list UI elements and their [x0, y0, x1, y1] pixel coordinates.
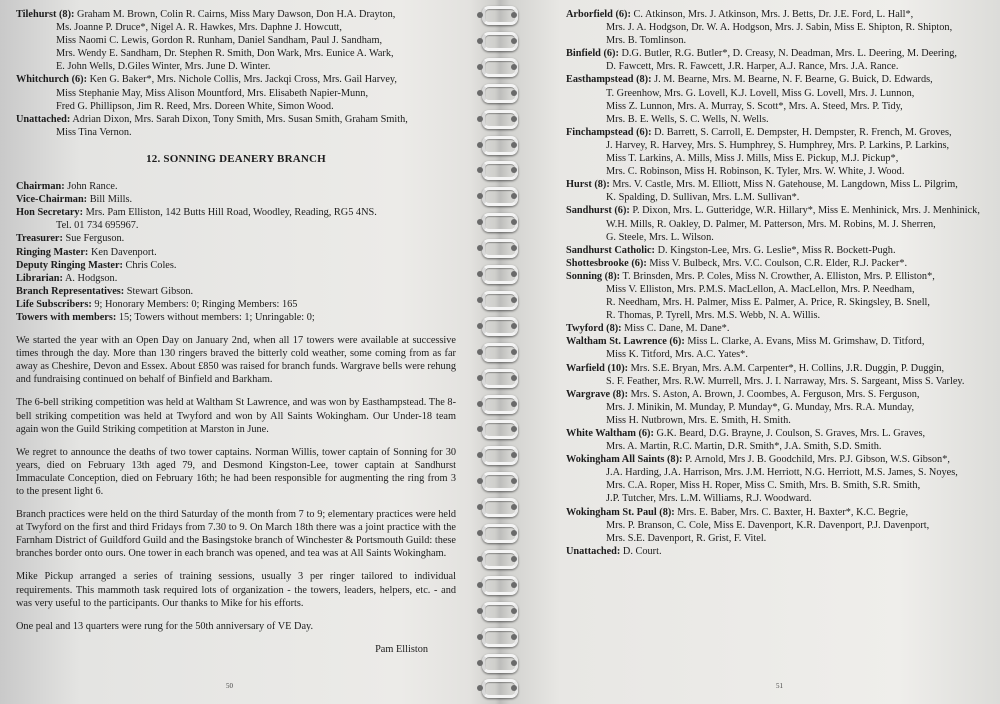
tower-members: C. Atkinson, Mrs. J. Atkinson, Mrs. J. Betts, Dr. J.E. Ford, L. Hall*,: [633, 9, 914, 20]
entry-continuation-line: R. Thomas, P. Tyrell, Mrs. M.S. Webb, N. A. Willis.: [606, 310, 821, 322]
tower-name: White Waltham (6):: [566, 428, 654, 439]
entry-continuation-line: Miss K. Titford, Mrs. A.C. Yates*.: [606, 349, 748, 361]
entry-continuation-line: Miss V. Elliston, Mrs. P.M.S. MacLellon, A. MacLellon, Mrs. P. Needham,: [606, 283, 915, 295]
spiral-binding: [476, 0, 518, 704]
tower-members: D.G. Butler, R.G. Butler*, D. Creasy, N. Deadman, Mrs. L. Deering, M. Deering,: [621, 48, 958, 60]
entry-continuation-line: Mrs. Wendy E. Sandham, Dr. Stephen R. Smith, Don Wark, Mrs. Eunice A. Wark,: [56, 48, 394, 60]
officer-label: Librarian:: [16, 272, 63, 284]
entry-first-line: [566, 270, 991, 283]
officer-value: Ken Davenport.: [90, 246, 157, 258]
entry-first-line: [16, 8, 456, 21]
entry-first-line: [566, 257, 991, 270]
officer-value: Sue Ferguson.: [65, 233, 125, 245]
binding-hole: [477, 634, 483, 640]
tower-members: Mrs. S.E. Bryan, Mrs. A.M. Carpenter*, H. Collins, J.R. Duggin, P. Duggin,: [630, 362, 945, 374]
tower-members: J. M. Bearne, Mrs. M. Bearne, N. F. Bearne, G. Buick, D. Edwards,: [654, 74, 933, 86]
entry-continuation-line: Mrs. J. Minikin, M. Munday, P. Munday*, G. Munday, Mrs. R.A. Munday,: [606, 401, 915, 413]
entry-continuation-line: E. John Wells, D.Giles Winter, Mrs. June D. Winter.: [56, 61, 271, 73]
tower-entry: [566, 257, 991, 270]
binding-hole: [477, 271, 483, 277]
officer-row: [16, 272, 456, 285]
officer-row: [16, 285, 456, 298]
officer-row: [16, 232, 456, 245]
tower-entry: [566, 73, 991, 125]
entry-first-line: [16, 73, 456, 86]
tower-members: T. Brinsden, Mrs. P. Coles, Miss N. Crowther, A. Elliston, Mrs. P. Elliston*,: [622, 270, 935, 282]
signature: Pam Elliston: [375, 643, 428, 655]
tower-members: Miss L. Clarke, A. Evans, Miss M. Grimshaw, D. Titford,: [687, 336, 925, 348]
report-paragraph: Mike Pickup arranged a series of training sessions, usually 3 per ringer tailored to individual requirements. This mammoth task required lots of organization - the towers, leaders, helpers, etc. - and was very useful to the participants. Our thanks to Mike for his efforts.: [16, 571, 456, 609]
binding-hole: [477, 608, 483, 614]
entry-first-line: [566, 204, 991, 217]
tower-name: Sandhurst (6):: [566, 205, 630, 217]
binding-hole: [477, 323, 483, 329]
officer-label: Hon Secretary:: [16, 207, 84, 219]
entry-continuation-line: Ms. Joanne P. Druce*, Nigel A. R. Hawkes, Mrs. Daphne J. Howcutt,: [56, 22, 342, 34]
entry-continuation-line: Mrs. C.A. Roper, Miss H. Roper, Miss C. Smith, Mrs. B. Smith, S.R. Smith,: [606, 480, 921, 492]
tower-members: P. Arnold, Mrs J. B. Goodchild, Mrs. P.J. Gibson, W.S. Gibson*,: [685, 454, 950, 466]
entry-continuation-line: Mrs. P. Branson, C. Cole, Miss E. Davenport, K.R. Davenport, P.J. Davenport,: [606, 519, 930, 531]
tower-entry: [566, 244, 991, 257]
entry-continuation-line: Mrs. C. Robinson, Miss H. Robinson, K. Tyler, Mrs. W. White, J. Wood.: [606, 166, 905, 178]
entry-continuation-line: G. Steele, Mrs. L. Wilson.: [606, 231, 714, 243]
entry-continuation-line: R. Needham, Mrs. H. Palmer, Miss E. Palmer, A. Price, R. Skingsley, B. Snell,: [606, 297, 930, 309]
tower-members: Ken G. Baker*, Mrs. Nichole Collis, Mrs. Jackqi Cross, Mrs. Gail Harvey,: [89, 74, 397, 86]
tower-name: Twyford (8):: [566, 323, 622, 335]
officer-row: [16, 259, 456, 272]
binding-hole: [477, 375, 483, 381]
tower-entry: [566, 335, 991, 361]
page-number: 51: [776, 682, 783, 690]
officer-value: A. Hodgson.: [64, 272, 118, 284]
binding-hole: [477, 349, 483, 355]
report-paragraph: We started the year with an Open Day on January 2nd, when all 17 towers were available at successive times through the day. More than 130 ringers braved the bitterly cold weather, some coming from as far away as Cheshire, Devon and Essex. About £850 was raised for branch funds. Wargrave bells were rehung and fundraising continued on behalf of Binfield and Barkham.: [16, 335, 456, 386]
entry-continuation-line: Miss H. Nutbrown, Mrs. E. Smith, H. Smith.: [606, 414, 791, 426]
tower-entry: [566, 126, 991, 178]
entry-continuation-line: K. Spalding, D. Sullivan, Mrs. L.M. Sullivan*.: [606, 192, 800, 204]
tower-name: Unattached:: [566, 545, 621, 557]
binding-hole: [477, 38, 483, 44]
tower-members: Mrs. E. Baber, Mrs. C. Baxter, H. Baxter*, K.C. Begrie,: [677, 506, 909, 518]
entry-continuation-line: D. Fawcett, Mrs. R. Fawcett, J.R. Harper, A.J. Rance, Mrs. J.A. Rance.: [606, 61, 899, 73]
entry-first-line: [566, 453, 991, 466]
tower-name: Arborfield (6):: [566, 9, 631, 20]
entry-first-line: [566, 362, 991, 375]
binding-hole: [477, 297, 483, 303]
right-page: [514, 0, 1000, 704]
binding-hole: [477, 556, 483, 562]
officers-list: [16, 180, 456, 324]
entry-continuation-line: W.H. Mills, R. Oakley, D. Palmer, M. Patterson, Mrs. M. Robins, M. J. Sherren,: [606, 218, 936, 230]
entry-first-line: [566, 322, 991, 335]
officer-value: 15; Towers without members: 1; Unringable: 0;: [118, 311, 315, 323]
officer-row: [16, 219, 456, 232]
officer-row: [16, 180, 456, 193]
tower-members: D. Court.: [622, 545, 662, 557]
left-page-content: [16, 8, 456, 656]
entry-continuation-line: Mrs. S.E. Davenport, R. Grist, F. Vitel.: [606, 532, 767, 544]
tower-name: Wokingham All Saints (8):: [566, 454, 683, 466]
entry-continuation-line: Miss T. Larkins, A. Mills, Miss J. Mills, Miss E. Pickup, M.J. Pickup*,: [606, 153, 899, 165]
officer-label: Chairman:: [16, 181, 65, 193]
binding-hole: [477, 582, 483, 588]
tower-entry: [566, 453, 991, 505]
entry-continuation-line: Miss Naomi C. Lewis, Gordon R. Runham, Daniel Sandham, Paul J. Sandham,: [56, 35, 383, 47]
tower-members: D. Barrett, S. Carroll, E. Dempster, H. Dempster, R. French, M. Groves,: [654, 126, 952, 138]
tower-entry: [566, 8, 991, 47]
entry-continuation-line: T. Greenhow, Mrs. G. Lovell, K.J. Lovell, Miss G. Lovell, Mrs. J. Lunnon,: [606, 87, 915, 99]
entry-continuation-line: Mrs. B. E. Wells, S. C. Wells, N. Wells.: [606, 113, 769, 125]
tower-name: Whitchurch (6):: [16, 74, 88, 86]
entry-first-line: [566, 73, 991, 86]
tower-entry: [566, 506, 991, 545]
report-paragraph: Branch practices were held on the third Saturday of the month from 7 to 9; elementary practices were held at Twyford on the first and third Fridays from 7.30 to 9. On March 18th there was a joint practice with the Farnham District of Guildford Guild and the Basingstoke branch of Winchester & Portsmouth Guild: these branches border onto ours. One tower in each branch was opened, and tea was at All Saints Wokingham.: [16, 509, 456, 560]
tower-name: Wokingham St. Paul (8):: [566, 506, 675, 518]
officer-value: Mrs. Pam Elliston, 142 Butts Hill Road, Woodley, Reading, RG5 4NS.: [85, 207, 377, 219]
tower-entry: [566, 427, 991, 453]
tower-name: Binfield (6):: [566, 48, 619, 60]
binding-hole: [477, 401, 483, 407]
tower-member-list: [566, 8, 991, 558]
officer-value: Bill Mills.: [89, 194, 133, 206]
tower-name: Warfield (10):: [566, 362, 629, 374]
tower-entry: [566, 204, 991, 243]
entry-continuation-line: S. F. Feather, Mrs. R.W. Murrell, Mrs. J. I. Narraway, Mrs. S. Sargeant, Miss S. Varley.: [606, 375, 965, 387]
tower-entry: [566, 362, 991, 388]
tower-entry: [566, 545, 991, 558]
entry-first-line: [566, 126, 991, 139]
entry-continuation-line: Mrs. A. Martin, R.C. Martin, D.R. Smith*, J.A. Smith, S.D. Smith.: [606, 441, 882, 453]
tower-name: Wargrave (8):: [566, 388, 629, 400]
entry-continuation-line: Miss Tina Vernon.: [56, 126, 132, 138]
entry-continuation-line: Mrs. B. Tomlinson.: [606, 35, 687, 47]
entry-first-line: [566, 545, 991, 558]
entry-continuation-line: Miss Stephanie May, Miss Alison Mountford, Mrs. Elisabeth Napier-Munn,: [56, 87, 369, 99]
tower-entry: [566, 322, 991, 335]
report-paragraph: The 6-bell striking competition was held at Waltham St Lawrence, and was won by Easthampstead. The 8-bell striking competition was held at Twyford and won by All Saints Wokingham. Our Under-18 team again won the Guild Striking competition at Marston in June.: [16, 397, 456, 435]
tower-entry: [566, 388, 991, 427]
tower-name: Hurst (8):: [566, 179, 610, 191]
tower-entry: [566, 178, 991, 204]
officer-value: 9; Honorary Members: 0; Ringing Members: 165: [94, 298, 298, 310]
tower-name: Tilehurst (8):: [16, 9, 75, 20]
entry-first-line: [566, 47, 991, 60]
entry-continuation-line: J. Harvey, R. Harvey, Mrs. S. Humphrey, S. Humphrey, Mrs. P. Larkins, P. Larkins,: [606, 139, 950, 151]
officer-value: Stewart Gibson.: [126, 285, 194, 297]
officer-value: Tel. 01 734 695967.: [56, 220, 139, 232]
entry-first-line: [566, 335, 991, 348]
officer-row: [16, 311, 456, 324]
tower-entry: [16, 73, 456, 112]
report-paragraph: One peal and 13 quarters were rung for the 50th anniversary of VE Day.: [16, 620, 314, 632]
left-page: [0, 0, 478, 704]
tower-members: Mrs. S. Aston, A. Brown, J. Coombes, A. Ferguson, Mrs. S. Ferguson,: [630, 388, 920, 400]
entry-first-line: [566, 8, 991, 21]
entry-continuation-line: Fred G. Phillipson, Jim R. Reed, Mrs. Doreen White, Simon Wood.: [56, 100, 334, 112]
tower-members: Mrs. V. Castle, Mrs. M. Elliott, Miss N. Gatehouse, M. Langdown, Miss L. Pilgrim,: [612, 179, 958, 191]
officer-label: Branch Representatives:: [16, 285, 125, 297]
entry-first-line: [16, 113, 456, 126]
tower-name: Unattached:: [16, 113, 71, 125]
binding-hole: [477, 116, 483, 122]
tower-entry: [566, 47, 991, 73]
binding-hole: [477, 64, 483, 70]
tower-members: G.K. Beard, D.G. Brayne, J. Coulson, S. Graves, Mrs. L. Graves,: [656, 428, 926, 439]
officer-label: Ringing Master:: [16, 246, 89, 258]
officer-value: John Rance.: [67, 181, 118, 193]
binding-hole: [477, 142, 483, 148]
tower-member-list: [16, 8, 456, 139]
entry-first-line: [566, 388, 991, 401]
officer-row: [16, 246, 456, 259]
tower-entry: [16, 113, 456, 139]
officer-label: Life Subscribers:: [16, 298, 92, 310]
officer-value: Chris Coles.: [125, 259, 177, 271]
entry-first-line: [566, 178, 991, 191]
officer-label: Treasurer:: [16, 233, 63, 245]
binding-hole: [477, 530, 483, 536]
report-paragraphs: [16, 334, 456, 633]
entry-first-line: [566, 427, 991, 440]
entry-first-line: [566, 506, 991, 519]
entry-continuation-line: J.A. Harding, J.A. Harrison, Mrs. J.M. Herriott, N.G. Herriott, M.S. James, S. Noyes,: [606, 467, 958, 479]
entry-continuation-line: J.P. Tutcher, Mrs. L.M. Williams, R.J. Woodward.: [606, 493, 812, 505]
tower-entry: [566, 270, 991, 322]
tower-members: D. Kingston-Lee, Mrs. G. Leslie*, Miss R. Bockett-Pugh.: [657, 244, 896, 256]
officer-label: Towers with members:: [16, 311, 117, 323]
tower-members: Adrian Dixon, Mrs. Sarah Dixon, Tony Smith, Mrs. Susan Smith, Graham Smith,: [72, 113, 408, 125]
page-number: 50: [226, 682, 233, 690]
tower-name: Finchampstead (6):: [566, 126, 652, 138]
entry-continuation-line: Mrs. J. A. Hodgson, Dr. W. A. Hodgson, Mrs. J. Sabin, Miss E. Shipton, R. Shipton,: [606, 22, 953, 34]
officer-row: [16, 193, 456, 206]
tower-members: Miss V. Bulbeck, Mrs. V.C. Coulson, C.R. Elder, R.J. Packer*.: [649, 257, 908, 269]
tower-name: Shottesbrooke (6):: [566, 257, 647, 269]
tower-name: Waltham St. Lawrence (6):: [566, 336, 685, 348]
tower-members: Miss C. Dane, M. Dane*.: [624, 323, 730, 335]
binding-hole: [477, 660, 483, 666]
officer-row: [16, 206, 456, 219]
binding-hole: [477, 90, 483, 96]
tower-name: Sandhurst Catholic:: [566, 244, 655, 256]
tower-entry: [16, 8, 456, 73]
tower-members: P. Dixon, Mrs. L. Gutteridge, W.R. Hillary*, Miss E. Menhinick, Mrs. J. Menhinick,: [632, 205, 980, 217]
entry-continuation-line: Miss Z. Lunnon, Mrs. A. Murray, S. Scott*, Mrs. A. Steed, Mrs. P. Tidy,: [606, 100, 903, 112]
section-heading: 12. SONNING DEANERY BRANCH: [146, 152, 326, 165]
officer-row: [16, 298, 456, 311]
entry-first-line: [566, 244, 991, 257]
report-paragraph: We regret to announce the deaths of two tower captains. Norman Willis, tower captain of Sonning for 30 years, died on February 13th aged 79, and Desmond Kingston-Lee, tower captain at Sandhurst Immaculate Conception, died on February 16th; he had been responsible for augmenting the ring from 3 to the present light 6.: [16, 446, 456, 497]
officer-label: Vice-Chairman:: [16, 194, 88, 206]
tower-name: Sonning (8):: [566, 270, 621, 282]
officer-label: Deputy Ringing Master:: [16, 259, 123, 271]
tower-name: Easthampstead (8):: [566, 74, 652, 86]
tower-members: Graham M. Brown, Colin R. Cairns, Miss Mary Dawson, Don H.A. Drayton,: [77, 9, 396, 20]
binding-hole: [477, 12, 483, 18]
